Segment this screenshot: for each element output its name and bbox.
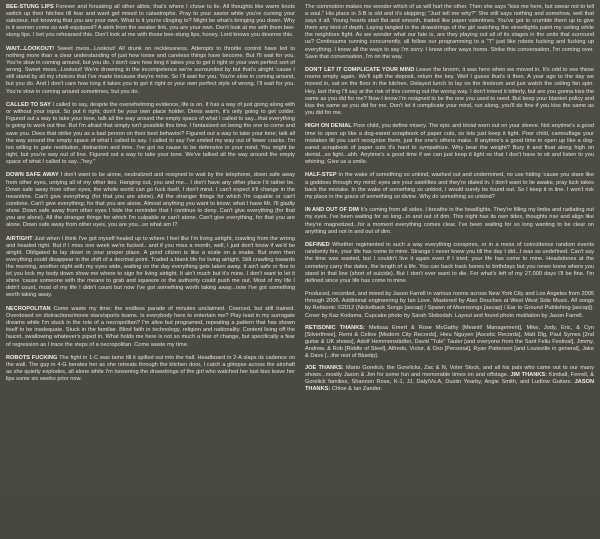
left-column <box>6 4 295 539</box>
thanks-text: Melissa Emert & Rose McGathy [Meanit! Management], Mike, Jody, Eric, & Cyn [Silverthree], Remi & Celine [Modern City Records], Hieu Nguyen [Ascetic Records], Matt Dlg, Paul Symes [2nd guitar & UK shows], Adolf Hemmenstädter, David "Tule" Tauler [and everyone from the Sant Feliu Festival], Jimmy, Andrew, & Rob [Riddle of Steel], Alfredo, Victor, & Oso [Personal], Ryan Patterson [and Louisville in general], Jake & Dave [...the rest of Bluetip]. <box>305 324 594 360</box>
song-title: NECROPOLITAN <box>6 306 51 313</box>
production-credits <box>305 291 594 319</box>
song-title: AIRTIGHT <box>6 235 33 242</box>
lyric-entry-half-step <box>305 172 594 200</box>
song-title: DON'T LET IT COMPLICATE YOUR MIND <box>305 67 415 74</box>
lyric-text: I don't want to be alone, neutralized and resigned to wait by the telephone, down safe away from other eyes, untying all of my other ties. Hanging out, you and me... I don't have any other place I'd rather be. Down safe away from other eyes, the whole world can go fuck itself, I don't mind. I can't expect it'll change in the meantime. Can't give everything (for that you are alone). All the stranger things for which I'm capable or can't condone. Can't give everything; for that you are alone. Almost anything you want to know; what I have Mr. I'll gladly show. Down safe away from other eyes I hide the reminder that I continue to deny. Can't give everything (for that you are alone). All the stranger things for which I'm culpable or can't atone. Can't give everything, for that you are alone. Down safe away from other eyes, you are you...so what am I? <box>6 172 295 229</box>
song-title: IN AND OUT OF DIM <box>305 207 359 214</box>
song-title: ROBOTS FUCKING <box>6 355 58 362</box>
lyric-text: Leave the broom, it was here when we moved in. It's odd to see these rooms empty again. We'll split the deposit, return the key. Well I guess that's it then. A year ago to the day we moved in, sat on the floor in the kitchen. Delayed lunch to lay on the linoleum and just watch the ceiling fan spin. Hey, last thing I'll say at the risk of this coming out the wrong way. I don't intend it bitterly, but are you gonna kiss the same as you did for me? Now I know I'm resigned to be the one you used to need. But keep your blanket policy and kiss the same as you did for me. Don't let it complicate your mind, run along, you'll do fine if you kiss the same as you did for me. <box>305 67 594 116</box>
lyric-text: Forever and forsaking all other alibis; that's where I chose to lie. All thoughts like warm knots switch up their hitches till fear and want get mixed to catastrophe. Pray to your savior while you're cursing your saboteur, not knowing that you are your own. What is it you're clinging to? Might be what's bringing you down. Why is it women come so well-equipped? A wink from the weaker link, you are your own. Don't look at me with them bee-stung lips. I bet you rehearsed this. Don't look at me with those bee-stung lips, honey. Lord knows you deserve this. <box>6 4 295 39</box>
song-title: HALF-STEP <box>305 172 337 179</box>
lyric-entry-robots-fucking <box>6 355 295 383</box>
lyric-entry-robots-fucking-continued <box>305 4 594 61</box>
lyric-entry-down-safe-away <box>6 172 295 229</box>
retisonic-thanks <box>305 325 594 360</box>
song-title: CALLED TO SAY <box>6 102 51 109</box>
song-title: HIGH ON DENIAL <box>305 123 352 130</box>
lyric-text: Come waste my time; the endless parade of minutes unclaimed. Coerced, but still trained. Overdosed on distractions/movie stars/sports teams. Is everybody here to entertain me? Play lead in my surrogate dreams while I'm stuck in the role of a necropolitan? I'm alive but programed, repeating a pattern that has shown itself to be inadequate. Stuck in the familiar. Blind faith in technology, religion and nationality. Content living off the faucet, swallowing whatever's piped in. What holds me here is not so much a fear of change, but specifically a fear of regression as I trace the steps of a necropolitan. Come waste my time. <box>6 306 295 348</box>
thanks-text: Chloe & Ian Zander. <box>331 386 383 393</box>
lyric-text: In the wake of something so unkind, washed out and undermined, no use hiding 'cause you stare like a goddess through my mind; eyes are your satellites and they're dialed in. I don't want to lie awake, pray luck takes back the mistake. In the wake of something so unkind, I would surely be found out. So I keep it in line. I won't risk my place in the grace of something so divine. Why do something so unkind? <box>305 172 594 200</box>
lyric-text: Whether regimented in such a way everything conspires, or in a mess of coincidence random events randomly fire, your life has come to mine. Strange I never knew you till the day I did...I was so undefined. Can't say the time was wasted, but I couldn't live it again even if I tried; your life has come to mine. Headstones at the cemetery carry the dates, the length of a life. You can back track bones to birthdays but you never know where you stand in that line (short of suicide). But I don't ever want to die. For what's left of my 27,000 days I'll be fine. I'm defined since your life has come to mine. <box>305 242 594 284</box>
lyric-text: Sweet mess...Lookout! All drunk on recklessness. Attempts to throttle control have led to nothing more than a clear understanding of just how loose and careless things have become. But I'll wait for you. You're slow in coming around, but you do. I don't care how long it takes you to get it right or your own perfect sort of wrong. Sweet mess...Lookout! We're drowning in the incompetence we're surrounded by but that's alright 'cause I still stand by all my choices that I've made because they're mine. So I'll wait for you. You're slow in coming around, but you do. And I don't care how long it takes you to get it right or your own perfect style of wrong. I'll wait for you. You're slow in coming around sometimes, but you do. <box>6 45 295 95</box>
lyric-entry-airtight <box>6 236 295 300</box>
lyric-entry-bee-stung-lips <box>6 4 295 39</box>
lyric-text: I called to say, despite the overwhelming evidence, life is on. It has a way of just going along with or without your input. So put it right; don't be your own place holder. Dress warm, it's only going to get colder. Figured out a way to take your tone, talk all the way around the empty space of what I called to say...that everything is going to work out fine. But I'm afraid that simply isn't possible this time. I fantasized on being the one to come and save you. Does that strike you as a bad person on their best behavior? Figured out a way to take your tone; talk all the way around the empty space of what I called to say. I called to say I've smiled my way out of fewer cracks. I'm too willing to gate restitution, distraction and time. I've got no cause to be defensive in your mind. You might be right, but you're way out of line. Figured out a way to take your tone. We've talked all the way around the empty space of what I called to say..."hey." <box>6 102 295 165</box>
lyric-entry-dont-let-it-complicate-your-mind <box>305 67 594 117</box>
song-title: DEFINED <box>305 242 330 249</box>
song-title: BEE-STUNG LIPS <box>6 4 54 10</box>
member-thanks <box>305 365 594 393</box>
lyric-entry-wait-lookout <box>6 46 295 96</box>
lyric-entry-high-on-denial <box>305 123 594 166</box>
thanks-heading: JOE THANKS: <box>305 365 344 372</box>
credits-text: Produced, recorded, and mixed by Jason Farrell in various rooms across New York City and Los Angeles from 2005 through 2006. Additional engineering by Ian Love. Mastered by Alan Douches at West West Side Music. All songs by Retisonic ©2012 (Nickelback Songs [ascap] / Spawn of Moonsongs [ascap] / Ear to Ground Publishing [ascap]). Cover by Kaz Kodama. Cupcake photo by Sarah Slobodah. Layout and found photo mutilation by Jason Farrell. <box>305 291 594 319</box>
thanks-text: Kimball, Ferrell, & Gorelick families, Shannon Rose, K-1, JJ, Daly/Vs.A, Dustin Yearby, Angie Smith, and Ludlow Guitars. <box>305 372 594 386</box>
lyric-text: Just when I think I've got myself healed up to where I feel like I'm living airtight, crawling from the wrong and headed right. But if I miss one week we're fucked.. and if you miss a month, well, I just don't know if we'd be alright. Obligated to lay down in your proper place. A good citizen is like a scale on a snake. But even then everything could disappear in the shift of a decimal point. Traded a blank life for living airtight. Still crawling towards the morning, another night with my eyes wide, waiting on the day everything gets taken away. It ain't safe or fine to let you lock my body down show me where to sign for living airtight. It ain't much but it's mine. I don't want to let it shine 'cause someone with the means to grab and squeeze or the authority could push me out. Most of my life I didn't count, most of my life I didn't count but now I've got something worth taking away...now I've got something worth taking away. <box>6 235 295 299</box>
lyric-entry-defined <box>305 242 594 285</box>
song-title: WAIT...LOOKOUT! <box>6 45 55 52</box>
lyric-text: The fight in 1-C was tame till it spilled out into the hall. Headboard in 2-A slaps its cadence on the wall. The guy in 4-G berates her as she retreats through the kitchen door, I catch a glimpse across the airshaft as she quietly explodes, all alone while I'm loosening the drawstrings of the girl who watched her last kiss leave her lips some six weeks prior now. <box>6 355 295 383</box>
thanks-text: Mario Gorelick, the Gorelicks, Zac & N, Voter Stock, and all his pals who came out to our many shows...mostly Jason & Jim for some fun and memorable times on and offstage. <box>305 365 594 379</box>
song-title: DOWN SAFE AWAY <box>6 172 59 179</box>
lyric-entry-in-and-out-of-dim <box>305 207 594 235</box>
lyric-text: The commotion makes me wonder which of us will hurt the other. Then she says "kiss me here, but swear not to tell a soul." His place in 3-B is old and it's skipping; "Just tell me why?" She still says nothing and somehow, well that says it all. Young hearts start flat and smooth, traded like paper valentines. You've got to crumble them up to give them any kind of depth. Laying tangled in the drawstrings of the girl watching the streetlights paint my ceiling while the neighbors fight. As we wonder what our fate is, are they playing out all of its stages in the units that surround us? Continuums running concurrently, all follow our programming to a "T" just like robots fucking and fucking up everything. I know all the ways to say I'm sorry. I know other ways home. Strike this conversation, I'm coming over. Save that conversation, I'm on the way. <box>305 4 594 60</box>
right-column <box>305 4 594 539</box>
lyric-entry-called-to-say <box>6 102 295 166</box>
thanks-heading: JIM THANKS: <box>510 372 547 379</box>
lyric-entry-necropolitan <box>6 306 295 349</box>
thanks-heading: JASON THANKS: <box>305 379 594 393</box>
lyric-text: Poor child, you define misery. The epic and trivial worn out on your sleeve. Not anytime's a good time to open up like a dog-eared scrapbook of paper cuts, so lets just keep it light. Poor child, camouflage your mistakes till you can't recognize them, just the one's others make. If anytime's a good time to open up like a dog-eared scrapbook of paper cuts it's hard to sympathize. Why bear the weight? Bury it and float along high on denial...so light...ahh. Anytime's a good time if we can just keep it light so that I don't have to sit and listen to you whining. Give us a smile. <box>305 123 594 165</box>
credits-section <box>305 291 594 393</box>
thanks-heading: RETISONIC THANKS: <box>305 324 365 331</box>
lyric-text: It's coming from all sides. I breathe in the headlights. They're filling my limbs and radiating out my eyes. I've been waiting for so long...in and out of dim. This night has its own tides, thoughts rise and align like they're magnetized...for a moment everything comes clear. I've been waiting for so long wanting to be clear on anything and not in and out of dim. <box>305 207 594 235</box>
